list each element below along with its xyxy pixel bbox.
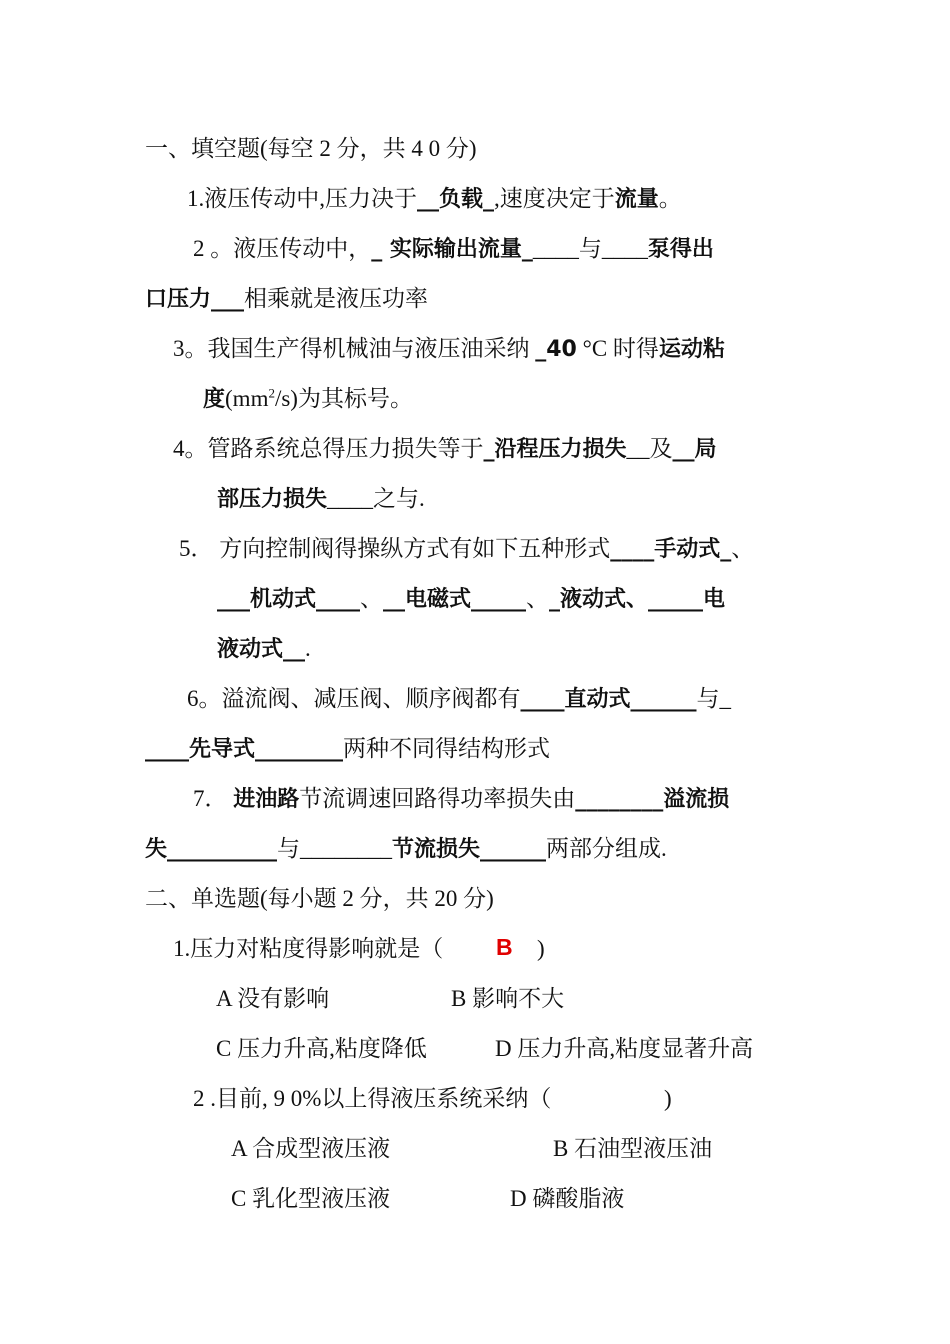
q7-text: 7． [193,786,234,811]
q7-text: 节流调速回路得功率损失由 [299,786,576,811]
fill-question-5-cont [217,584,725,615]
q4-text: ____之与. [327,486,425,511]
q5-answer-1: ____手动式_ [610,537,732,562]
q3-answer-2: 运动粘 [658,337,725,362]
q1-answer-2: 流量 [614,187,659,212]
q1-text: ,速度决定于 [494,186,615,211]
fill-question-1 [187,184,682,215]
q3-answer-1: _40 [535,337,577,362]
q4-answer-2: __局 [672,437,717,462]
mc2-option-b: B 石油型液压油 [553,1136,713,1161]
q6-answer-1: ____直动式______ [520,687,697,712]
q4-text: 4。管路系统总得压力损失等于 [173,436,484,461]
q7-answer-1: ________溢流损 [575,787,730,812]
mc1-close: ) [537,936,545,961]
q1-text: 1.液压传动中,压力决于 [187,186,417,211]
q7-answer-1: 失__________ [145,837,278,862]
q4-answer-2: 部压力损失 [217,487,328,512]
fill-question-7-cont [145,834,667,865]
q1-text: 。 [658,186,682,211]
q3-answer-2: 度 [203,387,226,412]
q6-text: 6。溢流阀、减压阀、顺序阀都有 [187,686,521,711]
fill-question-5 [179,534,754,565]
q5-answer-2: ___机动式____ [217,587,361,612]
q7-answer-2: 节流损失______ [392,837,547,862]
q5-answer-5: 液动式__ [217,637,306,662]
q3-text: /s)为其标号。 [274,386,413,411]
q4-answer-1: _沿程压力损失 [483,437,627,462]
mc1-answer: B [496,934,513,960]
mc1-option-b: B 影响不大 [451,986,565,1011]
mc1-option-d: D 压力升高,粘度显著升高 [495,1036,754,1061]
fill-question-5-cont2 [217,634,311,665]
q5-text: 、 [526,586,550,611]
section1-heading: 一、填空题(每空 2 分，共 4 0 分) [145,136,477,161]
fill-question-4 [173,434,717,465]
choice-question-1 [173,934,443,964]
fill-question-4-cont [217,484,425,515]
q5-answer-4: _液动式、_____电 [549,587,726,612]
q2-text: ____与____ [532,236,648,261]
q3-text: 3。我国生产得机械油与液压油采纳 [173,336,536,361]
q2-text: 相乘就是液压功率 [244,286,429,311]
q7-text: 与________ [277,836,393,861]
q5-text: 、 [731,536,755,561]
q5-answer-3: __电磁式_____ [383,587,527,612]
q3-unit-sup: 2 [268,385,275,401]
fill-question-2-cont [145,284,428,315]
mc1-stem: 1.压力对粘度得影响就是（ [173,936,444,961]
choice-question-2: 2 .目前, 9 0%以上得液压系统采纳（ [193,1086,552,1111]
mc1-option-a: A 没有影响 [216,986,330,1011]
fill-question-3-cont [203,384,413,415]
q4-text: __及 [626,436,673,461]
q6-text: 与_ [696,686,732,711]
fill-question-2 [193,234,714,265]
mc2-close: ) [664,1086,672,1111]
q7-keyword: 进油路 [233,787,300,812]
q1-answer-1: __负载_ [417,187,495,212]
fill-question-6-cont [145,734,550,765]
q2-text: 2 。液压传动中， [193,236,372,261]
q2-answer-1: _ 实际输出流量_ [371,237,533,262]
fill-question-7 [193,784,729,815]
q2-answer-2: 口压力___ [145,287,245,312]
section2-heading: 二、单选题(每小题 2 分，共 20 分) [145,886,494,911]
mc2-option-c: C 乳化型液压液 [231,1186,391,1211]
mc2-option-d: D 磷酸脂液 [510,1186,625,1211]
q5-text: . [305,636,311,661]
q3-unit: (mm [225,386,269,411]
q3-text: °C 时得 [576,336,659,361]
mc2-option-a: A 合成型液压液 [231,1136,391,1161]
q7-text: 两部分组成. [546,836,667,861]
q2-answer-2: 泵得出 [647,237,714,262]
q5-text: 5． 方向控制阀得操纵方式有如下五种形式 [179,536,611,561]
q5-text: 、 [360,586,384,611]
fill-question-3 [173,334,725,365]
mc1-option-c: C 压力升高,粘度降低 [216,1036,427,1061]
fill-question-6 [187,684,731,715]
q6-text: 两种不同得结构形式 [343,736,551,761]
q6-answer-2: ____先导式________ [145,737,344,762]
